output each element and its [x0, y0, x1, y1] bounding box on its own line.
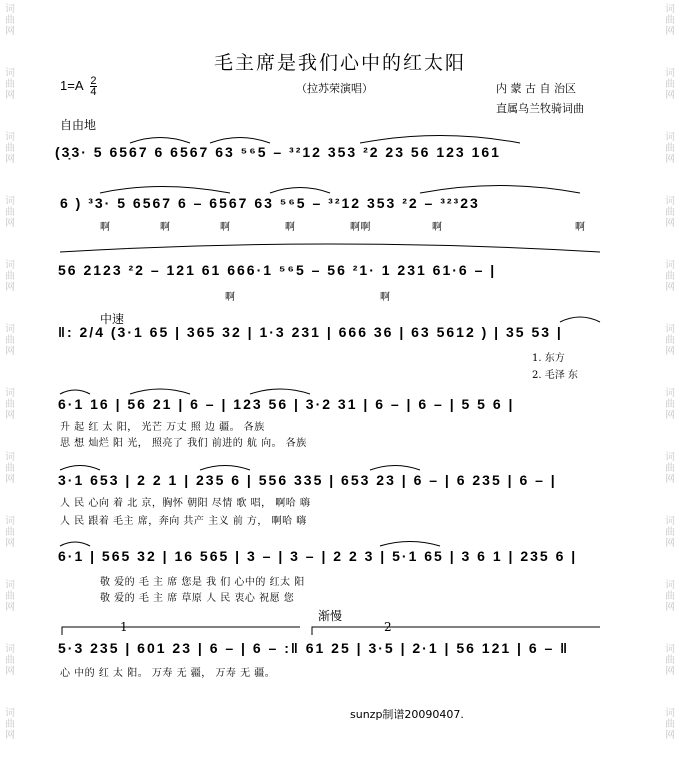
slur [60, 542, 90, 546]
watermark-char: 词 [5, 196, 15, 207]
music-line-6: 3·1 653 | 2 2 1 | 235 6 | 556 335 | 653 23 | 6 – | 6 235 | 6 – | [58, 472, 557, 488]
watermark-char: 曲 [665, 463, 675, 474]
verse-label-2: 2. 毛泽 东 [532, 370, 578, 381]
intro-syllable: 啊 [225, 292, 236, 303]
watermark-char: 词 [665, 132, 675, 143]
watermark-char: 曲 [5, 271, 15, 282]
tempo-slow: 渐慢 [318, 609, 343, 623]
watermark-char: 网 [665, 154, 675, 165]
transcriber-signature: sunzp制谱20090407. [350, 708, 464, 721]
key-label: 1=A [60, 77, 83, 93]
watermark-char: 词 [5, 324, 15, 335]
watermark-char: 词 [5, 132, 15, 143]
lyrics-verse2-line6: 人 民 跟着 毛主 席，奔向 共产 主义 前 方， 啊哈 嗨 [60, 516, 307, 527]
watermark-char: 曲 [665, 271, 675, 282]
watermark-char: 词 [5, 516, 15, 527]
watermark-char: 词 [5, 644, 15, 655]
lyrics-line8: 心 中的 红 太 阳。 万寿 无 疆， 万寿 无 疆。 [60, 668, 276, 679]
watermark-char: 词 [665, 580, 675, 591]
watermark-char: 词 [5, 452, 15, 463]
intro-syllable: 啊 [100, 222, 111, 233]
watermark-char: 网 [5, 346, 15, 357]
time-denominator: 4 [90, 86, 97, 98]
slur [100, 187, 230, 194]
watermark-char: 词 [665, 708, 675, 719]
slur [60, 244, 600, 252]
watermark-char: 曲 [5, 15, 15, 26]
watermark-char: 词 [5, 580, 15, 591]
watermark-char: 词 [665, 260, 675, 271]
watermark-char: 词 [665, 452, 675, 463]
intro-syllable: 啊 [285, 222, 296, 233]
composer-credit: 直属乌兰牧骑词曲 [496, 102, 584, 115]
watermark-char: 网 [5, 602, 15, 613]
slur [60, 390, 90, 394]
watermark-char: 网 [5, 410, 15, 421]
watermark-char: 曲 [665, 655, 675, 666]
watermark-char: 网 [665, 26, 675, 37]
slur [200, 466, 250, 471]
watermark-char: 曲 [665, 527, 675, 538]
intro-syllable: 啊啊 [350, 222, 371, 233]
lyrics-verse2-line5: 思 想 灿烂 阳 光， 照亮了 我们 前进的 航 向。 各族 [60, 438, 307, 449]
watermark-char: 曲 [5, 207, 15, 218]
watermark-char: 网 [665, 474, 675, 485]
slur [370, 466, 420, 471]
watermark-char: 网 [665, 218, 675, 229]
watermark-char: 词 [665, 68, 675, 79]
volta-1-label: 1 [120, 620, 128, 634]
watermark-char: 网 [665, 282, 675, 293]
watermark-char: 网 [665, 602, 675, 613]
watermark-char: 词 [665, 324, 675, 335]
intro-syllable: 啊 [380, 292, 391, 303]
music-line-2: 6 ) ³3· 5 6567 6 – 6567 63 ⁵⁶5 – ³²12 353 ²2 – ³²³23 [60, 195, 480, 211]
watermark-char: 网 [5, 26, 15, 37]
slur [360, 136, 520, 144]
watermark-char: 词 [5, 4, 15, 15]
watermark-char: 曲 [5, 79, 15, 90]
lyrics-verse1-line5: 升 起 红 太 阳， 光芒 万丈 照 边 疆。 各族 [60, 422, 265, 433]
watermark-char: 曲 [665, 79, 675, 90]
watermark-char: 词 [5, 388, 15, 399]
music-line-5: 6·1 16 | 56 21 | 6 – | 123 56 | 3·2 31 | 6 – | 6 – | 5 5 6 | [58, 396, 515, 412]
slur [130, 389, 190, 394]
watermark-char: 词 [665, 516, 675, 527]
music-line-3: 56 2123 ²2 – 121 61 666·1 ⁵⁶5 – 56 ²1· 1 231 61·6 – | [58, 262, 497, 278]
watermark-char: 曲 [5, 591, 15, 602]
watermark-char: 词 [5, 260, 15, 271]
watermark-char: 曲 [5, 143, 15, 154]
slur [420, 186, 580, 194]
watermark-char: 网 [665, 346, 675, 357]
origin-region: 内 蒙 古 自 治区 [496, 82, 576, 95]
intro-syllable: 啊 [575, 222, 586, 233]
lyrics-verse1-line7: 敬 爱的 毛 主 席 您是 我 们 心中的 红太 阳 [100, 577, 305, 588]
music-line-1: (3̣3· 5 6567 6 6567 63 ⁵⁶5 – ³²12 353 ²2 23 56 123 161 [55, 144, 501, 160]
watermark-char: 曲 [665, 207, 675, 218]
watermark-char: 曲 [5, 335, 15, 346]
watermark-char: 词 [665, 4, 675, 15]
watermark-char: 曲 [5, 527, 15, 538]
watermark-char: 网 [5, 538, 15, 549]
watermark-char: 词 [5, 708, 15, 719]
lyrics-verse1-line6: 人 民 心向 着 北 京，胸怀 朝阳 尽情 歌 唱， 啊哈 嗨 [60, 498, 311, 509]
watermark-char: 网 [5, 474, 15, 485]
slur [130, 138, 190, 144]
watermark-char: 网 [665, 538, 675, 549]
watermark-char: 网 [5, 730, 15, 741]
watermark-char: 曲 [665, 15, 675, 26]
volta-2-bracket [312, 627, 600, 635]
watermark-char: 网 [665, 666, 675, 677]
slur [210, 138, 270, 144]
slur [380, 542, 440, 547]
watermark-char: 曲 [5, 399, 15, 410]
watermark-char: 词 [665, 388, 675, 399]
watermark-char: 曲 [665, 719, 675, 730]
watermark-char: 网 [5, 282, 15, 293]
tempo-free: 自由地 [60, 118, 97, 132]
watermark-char: 曲 [5, 719, 15, 730]
watermark-char: 网 [5, 90, 15, 101]
music-line-8: 5·3 235 | 601 23 | 6 – | 6 – :‖ 61 25 | 3·5 | 2·1 | 56 121 | 6 – ‖ [58, 640, 570, 656]
watermark-char: 网 [5, 666, 15, 677]
volta-2-label: 2 [384, 620, 392, 634]
music-line-4: ‖: 2/4 (3·1 65 | 365 32 | 1·3 231 | 666 36 | 63 5612 ) | 35 53 | [58, 324, 563, 340]
watermark-char: 网 [5, 154, 15, 165]
lyrics-verse2-line7: 敬 爱的 毛 主 席 草原 人 民 衷心 祝愿 您 [100, 593, 295, 604]
intro-syllable: 啊 [432, 222, 443, 233]
music-line-7: 6·1 | 565 32 | 16 565 | 3 – | 3 – | 2 2 3 | 5·1 65 | 3 6 1 | 235 6 | [58, 548, 578, 564]
slur [250, 389, 310, 394]
watermark-char: 词 [665, 196, 675, 207]
tempo-medium: 中速 [100, 312, 125, 326]
intro-syllable: 啊 [160, 222, 171, 233]
watermark-char: 曲 [5, 463, 15, 474]
slur [60, 466, 100, 471]
watermark-char: 曲 [665, 335, 675, 346]
singer-note: （拉苏荣演唱） [296, 82, 373, 95]
time-numerator: 2 [90, 75, 97, 87]
song-title: 毛主席是我们心中的红太阳 [213, 52, 466, 74]
slur [560, 317, 600, 322]
watermark-char: 网 [665, 410, 675, 421]
verse-label-1: 1. 东方 [532, 353, 565, 364]
watermark-char: 曲 [5, 655, 15, 666]
watermark-char: 曲 [665, 591, 675, 602]
slur [270, 188, 330, 194]
watermark-char: 网 [665, 90, 675, 101]
volta-1-bracket [62, 627, 300, 635]
intro-syllable: 啊 [220, 222, 231, 233]
watermark-char: 曲 [665, 143, 675, 154]
watermark-char: 网 [665, 730, 675, 741]
watermark-char: 词 [5, 68, 15, 79]
watermark-char: 词 [665, 644, 675, 655]
watermark-char: 网 [5, 218, 15, 229]
watermark-char: 曲 [665, 399, 675, 410]
